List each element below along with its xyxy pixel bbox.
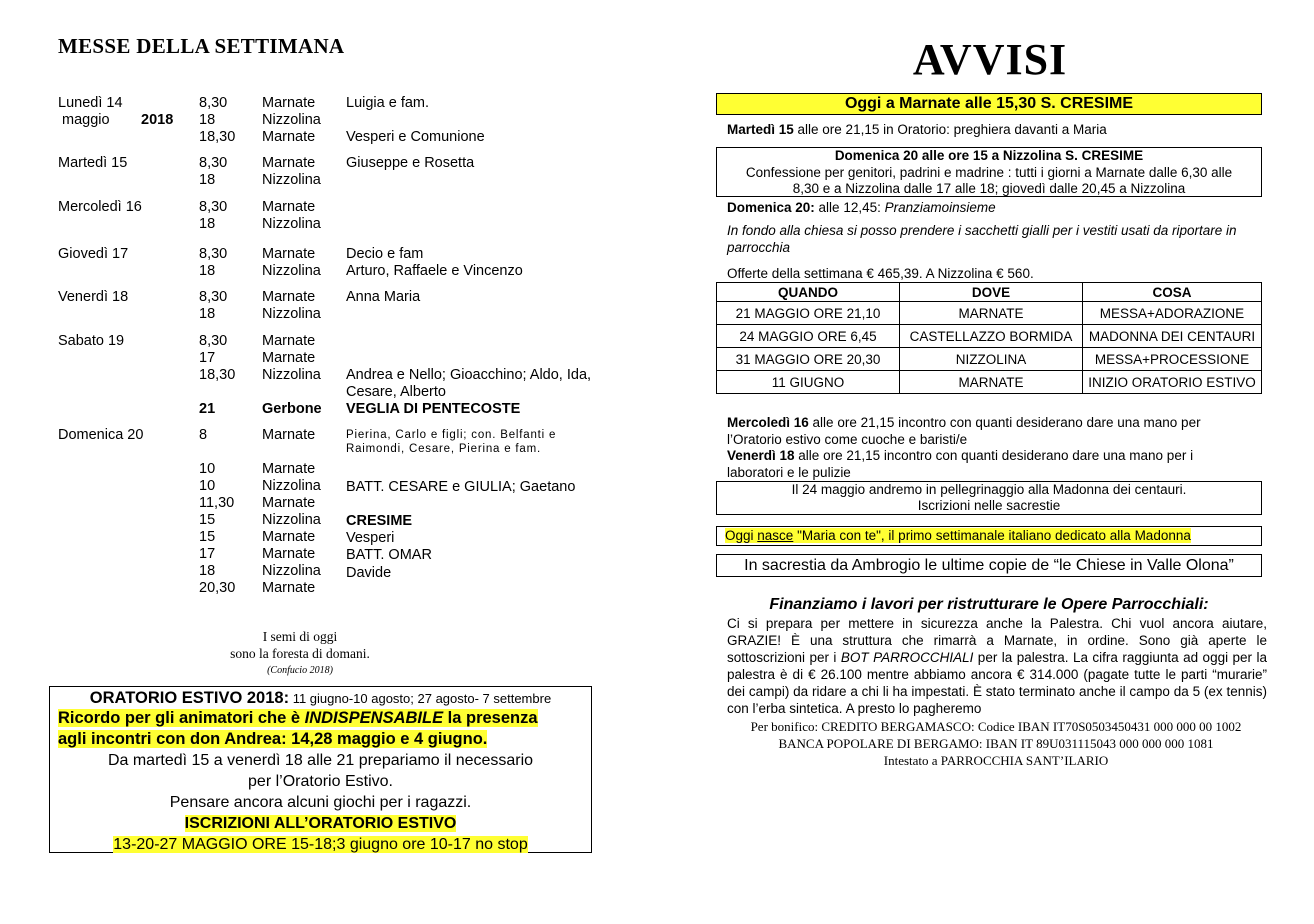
- body-emphasis: BOT PARROCCHIALI: [840, 650, 974, 665]
- table-row: [717, 325, 1262, 348]
- mass-day: Lunedì 14: [58, 95, 123, 111]
- mass-place: Marnate: [262, 246, 316, 262]
- oratorio-line: Pensare ancora alcuni giochi per i ragazzi.: [169, 794, 472, 811]
- oratorio-dates: 11 giugno-10 agosto; 27 agosto- 7 settembre: [289, 691, 552, 706]
- notice-mercoledi: [727, 414, 1201, 448]
- quote-line: sono la foresta di domani.: [230, 646, 370, 661]
- table-cell: MADONNA DEI CENTAURI: [1083, 325, 1262, 348]
- bank-details: [716, 718, 1276, 769]
- notice-text: alle ore 21,15 in Oratorio: preghiera davanti a Maria: [793, 122, 1107, 137]
- bank-line: BANCA POPOLARE DI BERGAMO: IBAN IT 89U031115043 000 000 000 1081: [778, 736, 1214, 751]
- mass-time: 21: [199, 401, 216, 417]
- mass-time: 10: [199, 478, 216, 494]
- mass-intention: Decio e fam: [346, 246, 424, 262]
- mass-day: Mercoledì 16: [58, 199, 142, 215]
- sacrestia-box: In sacrestia da Ambrogio le ultime copie de “le Chiese in Valle Olona”: [716, 554, 1262, 577]
- notice-sacchetti: In fondo alla chiesa si posso prendere i sacchetti gialli per i vestiti usati da riportare in parrocchia: [727, 223, 1237, 255]
- mass-intention: Vesperi e Comunione: [346, 129, 485, 145]
- text-underlined: nasce: [757, 528, 794, 543]
- notice-text: l’Oratorio estivo come cuoche e baristi/e: [727, 432, 968, 447]
- cresime-banner: Oggi a Marnate alle 15,30 S. CRESIME: [716, 93, 1262, 115]
- oratorio-estivo-box: [49, 686, 592, 853]
- text-part: "Maria con te", il primo settimanale italiano dedicato alla Madonna: [793, 528, 1191, 543]
- box-line: 8,30 e a Nizzolina dalle 17 alle 18; giovedì dalle 20,45 a Nizzolina: [792, 181, 1186, 196]
- mass-place: Marnate: [262, 580, 316, 596]
- mass-time: 18: [199, 563, 216, 579]
- mass-place: Marnate: [262, 333, 316, 349]
- mass-intention: Davide: [346, 565, 392, 581]
- text-part: Oggi: [725, 528, 758, 543]
- mass-time: 17: [199, 350, 216, 366]
- table-cell: 24 MAGGIO ORE 6,45: [717, 325, 900, 348]
- mass-place: Nizzolina: [262, 512, 321, 528]
- notice-text: alle 12,45:: [814, 200, 885, 215]
- mass-place: Nizzolina: [262, 172, 321, 188]
- mass-intention: BATT. OMAR: [346, 547, 432, 563]
- reminder-emphasis: INDISPENSABILE: [304, 709, 444, 727]
- mass-time: 18: [199, 306, 216, 322]
- notice-text: alle ore 21,15 incontro con quanti desiderano dare una mano per i: [794, 448, 1194, 463]
- mass-time: 18,30: [199, 367, 236, 383]
- table-header-row: [717, 283, 1262, 302]
- mass-intention: VEGLIA DI PENTECOSTE: [346, 401, 521, 417]
- body-text: Ci si prepara per mettere in sicurezza anche la Palestra. Chi vuol ancora aiutare, GRAZIE! È una struttura che rimarrà a Marnate, in ordine. Sono già aperte le sottoscrizioni per i: [727, 616, 1267, 665]
- finanziamo-body: [727, 615, 1267, 717]
- mass-time: 18: [199, 112, 216, 128]
- page-title-messe: MESSE DELLA SETTIMANA: [58, 34, 345, 58]
- quote-line: I semi di oggi: [262, 629, 338, 644]
- maria-con-te-box: [716, 526, 1262, 546]
- mass-time: 8,30: [199, 333, 228, 349]
- table-cell: MESSA+PROCESSIONE: [1083, 348, 1262, 371]
- column-header: DOVE: [900, 283, 1083, 302]
- table-row: [717, 371, 1262, 394]
- mass-place: Nizzolina: [262, 478, 321, 494]
- mass-time: 15: [199, 529, 216, 545]
- mass-time: 8: [199, 427, 208, 443]
- animatori-reminder-line2: agli incontri con don Andrea: 14,28 maggio e 4 giugno.: [58, 730, 488, 748]
- mass-time: 10: [199, 461, 216, 477]
- table-cell: NIZZOLINA: [900, 348, 1083, 371]
- notice-day: Mercoledì 16: [727, 415, 809, 430]
- mass-time: 18: [199, 263, 216, 279]
- oratorio-line: Da martedì 15 a venerdì 18 alle 21 prepariamo il necessario: [107, 752, 534, 769]
- notice-martedi: [727, 121, 1107, 138]
- box-line: Confessione per genitori, padrini e madrine : tutti i giorni a Marnate dalle 6,30 alle: [745, 164, 1233, 180]
- mass-place: Gerbone: [262, 401, 322, 417]
- mass-time: 8,30: [199, 246, 228, 262]
- notice-venerdi: [727, 447, 1193, 481]
- notice-day: Domenica 20:: [727, 200, 815, 215]
- notice-domenica: [727, 199, 996, 216]
- mass-time: 11,30: [199, 495, 235, 511]
- notice-emphasis: Pranziamoinsieme: [884, 200, 996, 215]
- mass-place: Nizzolina: [262, 563, 321, 579]
- reminder-text: Ricordo per gli animatori che è: [58, 709, 305, 727]
- table-cell: 21 MAGGIO ORE 21,10: [717, 302, 900, 325]
- mass-intention: BATT. CESARE e GIULIA; Gaetano: [346, 479, 576, 495]
- mass-time: 8,30: [199, 289, 228, 305]
- mass-intention: Pierina, Carlo e figli; con. Belfanti e Raimondi, Cesare, Pierina e fam.: [346, 429, 557, 455]
- mass-time: 8,30: [199, 199, 228, 215]
- quote: [200, 628, 400, 679]
- body-text: per la palestra. La cifra raggiunta ad oggi per la palestra è di € 26.100 mentre abbiamo ancora € 314.000 (pagate tutte le parti “murarie” dei campi) da ridare a chi li ha impestati. È stato terminato anche il campo da 5 (ex tennis) con l’erba sintetica. A presto lo pagheremo: [727, 650, 1267, 716]
- box-line: Il 24 maggio andremo in pellegrinaggio alla Madonna dei centauri.: [791, 482, 1187, 497]
- table-cell: INIZIO ORATORIO ESTIVO: [1083, 371, 1262, 394]
- table-cell: MARNATE: [900, 371, 1083, 394]
- mass-place: Marnate: [262, 529, 316, 545]
- mass-day: Domenica 20: [58, 427, 144, 443]
- mass-intention: Luigia e fam.: [346, 95, 430, 111]
- oratorio-line: per l’Oratorio Estivo.: [248, 773, 393, 790]
- mass-day: Venerdì 18: [58, 289, 129, 305]
- oratorio-title: ORATORIO ESTIVO 2018:: [89, 689, 290, 707]
- mass-place: Marnate: [262, 427, 316, 443]
- mass-place: Marnate: [262, 129, 316, 145]
- table-row: [717, 302, 1262, 325]
- iscrizioni-heading: ISCRIZIONI ALL’ORATORIO ESTIVO: [184, 815, 457, 832]
- mass-intention: Arturo, Raffaele e Vincenzo: [346, 263, 523, 279]
- mass-time: 18: [199, 216, 216, 232]
- mass-time: 18,30: [199, 129, 236, 145]
- mass-place: Marnate: [262, 461, 316, 477]
- iscrizioni-orari: 13-20-27 MAGGIO ORE 15-18;3 giugno ore 10-17 no stop: [113, 836, 528, 853]
- animatori-reminder: [58, 709, 538, 727]
- mass-place: Marnate: [262, 350, 316, 366]
- mass-time: 8,30: [199, 155, 228, 171]
- notice-offerte: Offerte della settimana € 465,39. A Nizzolina € 560.: [727, 266, 1034, 281]
- column-header: COSA: [1083, 283, 1262, 302]
- mass-year: 2018: [141, 112, 174, 128]
- bank-line: Per bonifico: CREDITO BERGAMASCO: Codice IBAN IT70S0503450431 000 000 00 1002: [750, 719, 1242, 734]
- mass-place: Marnate: [262, 546, 316, 562]
- domenica-cresime-box: [716, 147, 1262, 197]
- table-cell: 31 MAGGIO ORE 20,30: [717, 348, 900, 371]
- mass-place: Nizzolina: [262, 112, 321, 128]
- mass-place: Marnate: [262, 199, 316, 215]
- pellegrinaggio-box: [716, 481, 1262, 515]
- finanziamo-title: Finanziamo i lavori per ristrutturare le Opere Parrocchiali:: [769, 596, 1209, 613]
- quote-source: (Confucio 2018): [267, 665, 333, 676]
- page-title-avvisi: AVVISI: [912, 35, 1068, 84]
- mass-time: 17: [199, 546, 216, 562]
- box-line: Iscrizioni nelle sacrestie: [917, 498, 1061, 513]
- mass-intention: CRESIME: [346, 513, 413, 529]
- mass-place: Marnate: [262, 95, 316, 111]
- mass-time: 20,30: [199, 580, 236, 596]
- notice-text: laboratori e le pulizie: [727, 465, 851, 480]
- box-title: Domenica 20 alle ore 15 a Nizzolina S. CRESIME: [834, 148, 1144, 163]
- notice-day: Martedì 15: [727, 122, 794, 137]
- table-cell: CASTELLAZZO BORMIDA: [900, 325, 1083, 348]
- mass-place: Nizzolina: [262, 263, 321, 279]
- column-header: QUANDO: [717, 283, 900, 302]
- mass-place: Marnate: [262, 289, 316, 305]
- mass-time: 18: [199, 172, 216, 188]
- reminder-text: la presenza: [443, 709, 538, 727]
- mass-intention: Andrea e Nello; Gioacchino; Aldo, Ida, Cesare, Alberto: [346, 367, 592, 400]
- mass-day: Giovedì 17: [58, 246, 129, 262]
- notice-day: Venerdì 18: [727, 448, 795, 463]
- mass-place: Marnate: [262, 155, 316, 171]
- mass-time: 15: [199, 512, 216, 528]
- mass-intention: Giuseppe e Rosetta: [346, 155, 475, 171]
- events-table: [716, 282, 1262, 394]
- mass-day: Martedì 15: [58, 155, 128, 171]
- mass-place: Nizzolina: [262, 367, 321, 383]
- mass-place: Nizzolina: [262, 216, 321, 232]
- table-cell: MARNATE: [900, 302, 1083, 325]
- table-row: [717, 348, 1262, 371]
- mass-day: maggio: [62, 112, 110, 128]
- mass-intention: Anna Maria: [346, 289, 421, 305]
- notice-text: alle ore 21,15 incontro con quanti desiderano dare una mano per: [808, 415, 1201, 430]
- mass-place: Marnate: [262, 495, 316, 511]
- mass-place: Nizzolina: [262, 306, 321, 322]
- mass-intention: Vesperi: [346, 530, 395, 546]
- table-cell: MESSA+ADORAZIONE: [1083, 302, 1262, 325]
- bank-line: Intestato a PARROCCHIA SANT’ILARIO: [883, 753, 1109, 768]
- maria-con-te-text: [725, 528, 1191, 543]
- mass-time: 8,30: [199, 95, 228, 111]
- table-cell: 11 GIUGNO: [717, 371, 900, 394]
- mass-day: Sabato 19: [58, 333, 125, 349]
